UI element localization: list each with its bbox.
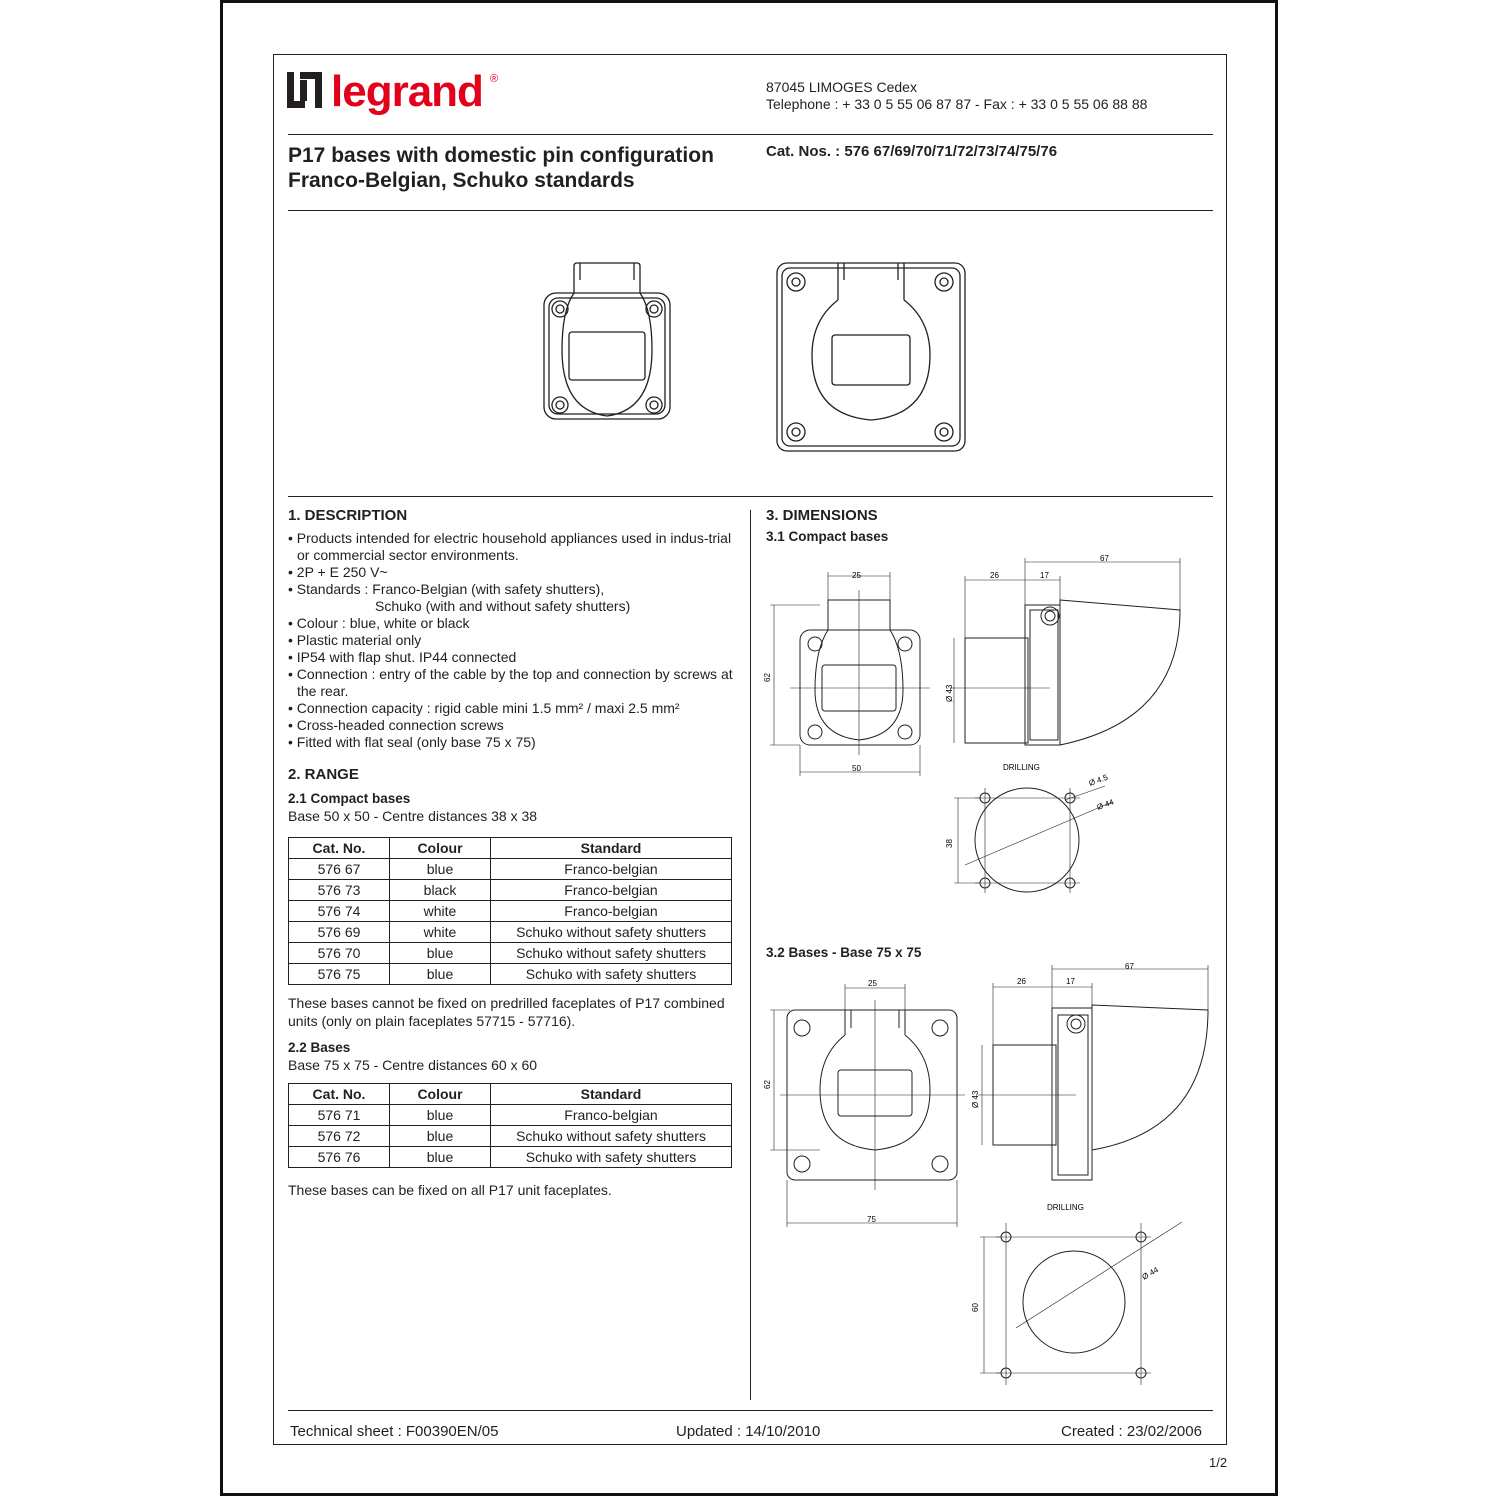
colour-cell: blue bbox=[390, 1126, 491, 1147]
bases-side-view bbox=[993, 1005, 1208, 1180]
dim-label-25: 25 bbox=[852, 571, 861, 580]
standard-cell: Schuko without safety shutters bbox=[491, 943, 732, 964]
compact-dimensions-heading: 3.1 Compact bases bbox=[766, 529, 889, 544]
standard-cell: Franco-belgian bbox=[491, 880, 732, 901]
brand-wordmark: legrand bbox=[331, 68, 483, 116]
address-city: 87045 LIMOGES Cedex bbox=[766, 79, 917, 95]
bases-drilling-view bbox=[1001, 1232, 1146, 1378]
table-row bbox=[289, 880, 732, 901]
colour-cell: black bbox=[390, 880, 491, 901]
dim-label-26: 26 bbox=[1017, 977, 1026, 986]
title-line2: Franco-Belgian, Schuko standards bbox=[288, 169, 635, 192]
table-row bbox=[289, 922, 732, 943]
column-header: Colour bbox=[390, 838, 491, 859]
registered-mark: ® bbox=[490, 73, 499, 85]
description-heading: 1. DESCRIPTION bbox=[288, 507, 408, 524]
dim-label-43: Ø 43 bbox=[945, 684, 954, 702]
compact-range-note: These bases cannot be fixed on predrilled faceplates of P17 combined units (only on plain faceplates 57715 - 57716). bbox=[288, 995, 725, 1029]
description-item: • Connection : entry of the cable by the top and connection by screws at the rear. bbox=[288, 666, 738, 700]
standard-cell: Schuko without safety shutters bbox=[491, 1126, 732, 1147]
colour-cell: blue bbox=[390, 859, 491, 880]
page-title bbox=[288, 143, 714, 193]
drilling-label: DRILLING bbox=[1047, 1203, 1084, 1212]
column-header: Colour bbox=[390, 1084, 491, 1105]
cat-no-cell: 576 73 bbox=[289, 880, 390, 901]
section-rule bbox=[288, 496, 1213, 497]
compact-range-subtitle: Base 50 x 50 - Centre distances 38 x 38 bbox=[288, 808, 538, 824]
cat-no-cell: 576 72 bbox=[289, 1126, 390, 1147]
compact-range-table bbox=[288, 837, 732, 985]
table-row bbox=[289, 943, 732, 964]
colour-cell: white bbox=[390, 922, 491, 943]
dim-label-67: 67 bbox=[1125, 962, 1134, 971]
standard-cell: Schuko without safety shutters bbox=[491, 922, 732, 943]
created-date: Created : 23/02/2006 bbox=[1061, 1423, 1202, 1440]
dim-label-25: 25 bbox=[868, 979, 877, 988]
cat-no-cell: 576 70 bbox=[289, 943, 390, 964]
dim-label-60: 60 bbox=[971, 1303, 980, 1312]
table-row bbox=[289, 859, 732, 880]
colour-cell: blue bbox=[390, 964, 491, 985]
dim-label-d45: Ø 4.5 bbox=[1087, 772, 1110, 788]
bases-range-note: These bases can be fixed on all P17 unit faceplates. bbox=[288, 1182, 612, 1198]
address-block bbox=[766, 79, 1147, 113]
dim-label-17: 17 bbox=[1066, 977, 1075, 986]
bases-side-dimension-lines bbox=[978, 965, 1208, 1145]
catalogue-numbers: Cat. Nos. : 576 67/69/70/71/72/73/74/75/76 bbox=[766, 143, 1058, 160]
footer-rule bbox=[288, 1410, 1213, 1411]
colour-cell: blue bbox=[390, 1105, 491, 1126]
legrand-logo bbox=[287, 68, 507, 131]
updated-date: Updated : 14/10/2010 bbox=[676, 1423, 821, 1440]
dim-label-67: 67 bbox=[1100, 554, 1109, 563]
bases-dimensions-heading: 3.2 Bases - Base 75 x 75 bbox=[766, 945, 922, 960]
cat-no-cell: 576 76 bbox=[289, 1147, 390, 1168]
compact-side-dimension-lines bbox=[950, 558, 1180, 743]
address-phone-fax: Telephone : + 33 0 5 55 06 87 87 - Fax : + 33 0 5 55 06 88 88 bbox=[766, 96, 1148, 112]
description-item: • Standards : Franco-Belgian (with safety shutters), bbox=[288, 581, 738, 598]
product-illustrations bbox=[540, 260, 970, 460]
description-item: • Connection capacity : rigid cable mini 1.5 mm² / maxi 2.5 mm² bbox=[288, 700, 738, 717]
description-item: • Cross-headed connection screws bbox=[288, 717, 738, 734]
standard-cell: Schuko with safety shutters bbox=[491, 964, 732, 985]
column-divider bbox=[750, 510, 751, 1400]
dim-label-d44: Ø 44 bbox=[1140, 1265, 1161, 1282]
colour-cell: blue bbox=[390, 1147, 491, 1168]
dim-label-17: 17 bbox=[1040, 571, 1049, 580]
bases-range-subtitle: Base 75 x 75 - Centre distances 60 x 60 bbox=[288, 1057, 538, 1073]
table-row bbox=[289, 1147, 732, 1168]
title-rule bbox=[288, 210, 1213, 211]
column-header: Standard bbox=[491, 838, 732, 859]
technical-sheet-ref: Technical sheet : F00390EN/05 bbox=[290, 1423, 499, 1440]
header-rule bbox=[288, 134, 1213, 135]
dim-label-26: 26 bbox=[990, 571, 999, 580]
table-row bbox=[289, 1126, 732, 1147]
description-item: • Products intended for electric household appliances used in indus-trial or commercial sector environments. bbox=[288, 530, 738, 564]
description-item: • 2P + E 250 V~ bbox=[288, 564, 738, 581]
description-item: • Plastic material only bbox=[288, 632, 738, 649]
bases-range-table bbox=[288, 1083, 732, 1168]
cat-no-cell: 576 74 bbox=[289, 901, 390, 922]
standard-cell: Franco-belgian bbox=[491, 1105, 732, 1126]
description-item: • Fitted with flat seal (only base 75 x 75) bbox=[288, 734, 738, 751]
dim-label-62: 62 bbox=[763, 673, 772, 682]
dim-label-50: 50 bbox=[852, 764, 861, 773]
range-heading: 2. RANGE bbox=[288, 766, 359, 783]
bases-range-heading: 2.2 Bases bbox=[288, 1040, 351, 1055]
dim-label-75: 75 bbox=[867, 1215, 876, 1224]
dim-label-43: Ø 43 bbox=[971, 1090, 980, 1108]
compact-front-view bbox=[800, 600, 920, 745]
description-list bbox=[288, 530, 738, 751]
cat-no-cell: 576 75 bbox=[289, 964, 390, 985]
standard-cell: Franco-belgian bbox=[491, 901, 732, 922]
page-number: 1/2 bbox=[1209, 1455, 1228, 1470]
dim-label-62: 62 bbox=[763, 1080, 772, 1089]
description-item: • IP54 with flap shut. IP44 connected bbox=[288, 649, 738, 666]
compact-side-view bbox=[965, 600, 1180, 745]
column-header: Standard bbox=[491, 1084, 732, 1105]
table-row bbox=[289, 901, 732, 922]
bases-dimension-drawing bbox=[760, 960, 1210, 1390]
dim-label-d44: Ø 44 bbox=[1095, 797, 1115, 812]
colour-cell: blue bbox=[390, 943, 491, 964]
standard-base-illustration bbox=[777, 263, 965, 451]
column-header: Cat. No. bbox=[289, 1084, 390, 1105]
table-row bbox=[289, 1105, 732, 1126]
cat-no-cell: 576 69 bbox=[289, 922, 390, 943]
standard-cell: Schuko with safety shutters bbox=[491, 1147, 732, 1168]
dim-label-38: 38 bbox=[945, 839, 954, 848]
colour-cell: white bbox=[390, 901, 491, 922]
dimensions-heading: 3. DIMENSIONS bbox=[766, 507, 878, 524]
description-item: • Colour : blue, white or black bbox=[288, 615, 738, 632]
table-row bbox=[289, 964, 732, 985]
compact-base-illustration bbox=[544, 263, 670, 419]
cat-no-cell: 576 67 bbox=[289, 859, 390, 880]
title-line1: P17 bases with domestic pin configuration bbox=[288, 144, 714, 167]
drilling-label: DRILLING bbox=[1003, 763, 1040, 772]
standard-cell: Franco-belgian bbox=[491, 859, 732, 880]
column-header: Cat. No. bbox=[289, 838, 390, 859]
compact-range-heading: 2.1 Compact bases bbox=[288, 791, 411, 806]
compact-drilling-view bbox=[975, 788, 1079, 892]
compact-dimension-drawing bbox=[760, 550, 1200, 900]
description-item: Schuko (with and without safety shutters) bbox=[375, 598, 631, 614]
cat-no-cell: 576 71 bbox=[289, 1105, 390, 1126]
